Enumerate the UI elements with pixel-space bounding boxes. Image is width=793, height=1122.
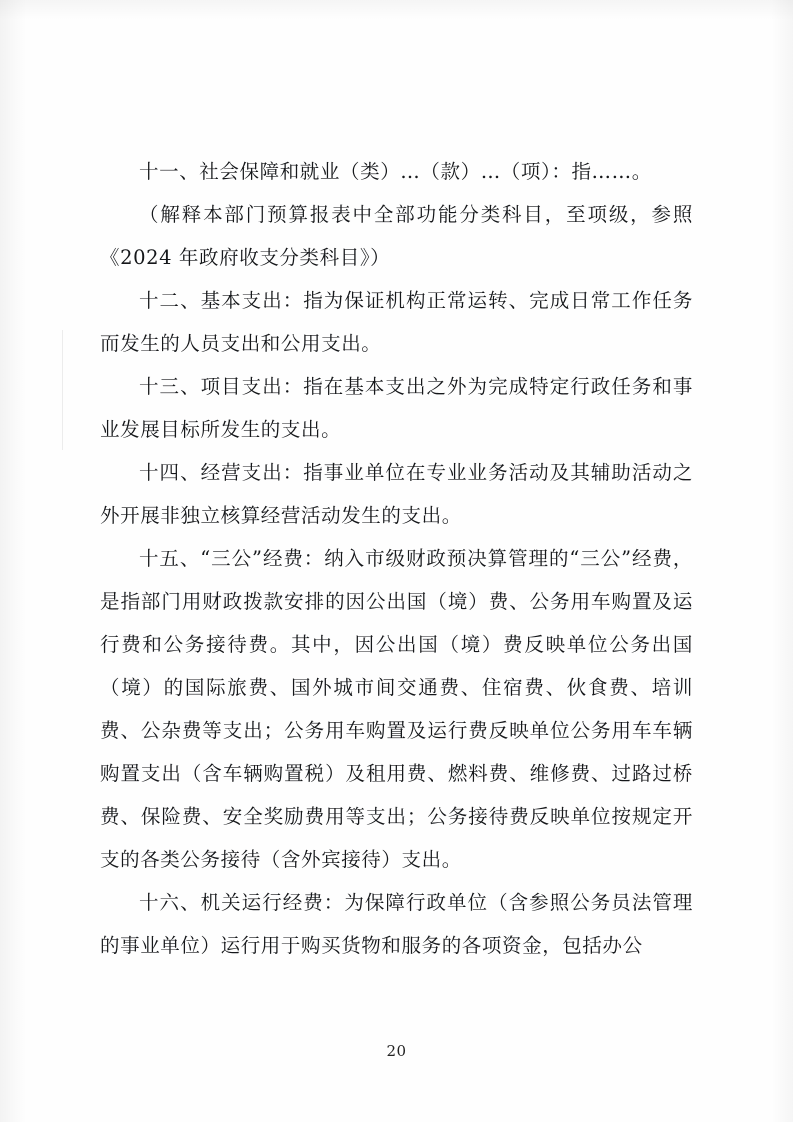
paragraph-item-12: 十二、基本支出：指为保证机构正常运转、完成日常工作任务而发生的人员支出和公用支出。 [100, 289, 693, 355]
paragraph-item-14: 十四、经营支出：指事业单位在专业业务活动及其辅助活动之外开展非独立核算经营活动发生的支出。 [100, 461, 693, 527]
paragraph-item-11: 十一、社会保障和就业（类）…（款）…（项）：指……。 [139, 160, 652, 183]
page-edge-shadow-left [0, 0, 26, 1122]
paragraph-item-15: 十五、“三公”经费：纳入市级财政预决算管理的“三公”经费，是指部门用财政拨款安排的因公出国（境）费、公务用车购置及运行费和公务接待费。其中，因公出国（境）费反映单位公务出国（境）的国际旅费、国外城市间交通费、住宿费、伙食费、培训费、公杂费等支出；公务用车购置及运行费反映单位公务用车车辆购置支出（含车辆购置税）及租用费、燃料费、维修费、过路过桥费、保险费、安全奖励费用等支出；公务接待费反映单位按规定开支的各类公务接待（含外宾接待）支出。 [100, 547, 693, 871]
paragraph-item-13: 十三、项目支出：指在基本支出之外为完成特定行政任务和事业发展目标所发生的支出。 [100, 375, 693, 441]
page-edge-shadow-right [771, 0, 793, 1122]
document-body [100, 150, 693, 967]
page-edge-shadow-top [0, 0, 793, 20]
page-number: 20 [386, 1042, 407, 1060]
paragraph-item-16: 十六、机关运行经费：为保障行政单位（含参照公务员法管理的事业单位）运行用于购买货物和服务的各项资金，包括办公 [100, 891, 693, 957]
paragraph-note-classification: （解释本部门预算报表中全部功能分类科目，至项级，参照《2024 年政府收支分类科目》） [100, 203, 693, 269]
page-crease-mark [62, 330, 63, 450]
